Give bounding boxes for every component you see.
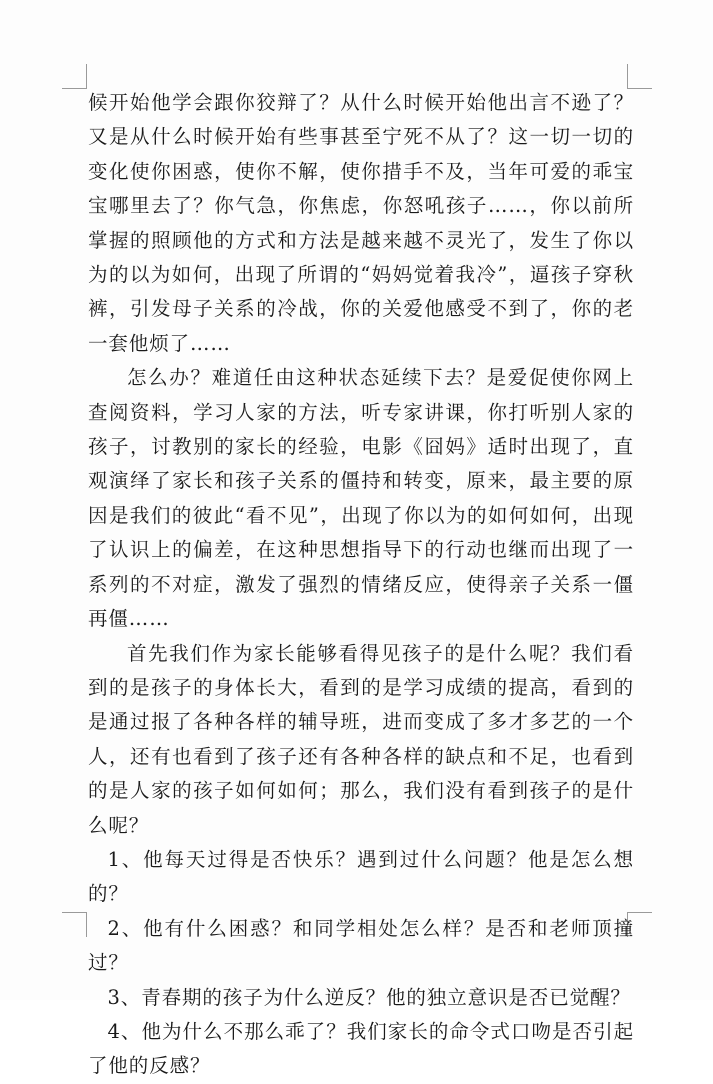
list-item-1: 1、他每天过得是否快乐？遇到过什么问题？他是怎么想的？ — [88, 847, 634, 906]
list-item-3: 3、青春期的孩子为什么逆反？他的独立意识是否已觉醒？ — [107, 985, 631, 1009]
list-item-2: 2、他有什么困惑？和同学相处怎么样？是否和老师顶撞过？ — [88, 916, 634, 975]
crop-mark-top-left — [62, 64, 87, 89]
list-item-4: 4、他为什么不那么乖了？我们家长的命令式口吻是否引起了他的反感？ — [88, 1019, 634, 1078]
paragraph-what-we-see: 首先我们作为家长能够看得见孩子的是什么呢？我们看到的是孩子的身体长大，看到的是学习成绩的提高，看到的是通过报了各种各样的辅导班，进而变成了多才多艺的一个人，还有也看到了孩子还有各种各样的缺点和不足，也看到的是人家的孩子如何如何；那么，我们没有看到孩子的是什么呢？ — [88, 641, 634, 837]
paragraph-continuation: 候开始他学会跟你狡辩了？从什么时候开始他出言不逊了？又是从什么时候开始有些事甚至宁死不从了？这一切一切的变化使你困惑，使你不解，使你措手不及，当年可爱的乖宝宝哪里去了？你气急，你焦虑，你怒吼孩子……，你以前所掌握的照顾他的方式和方法是越来越不灵光了，发生了你以为的以为如何，出现了所谓的“妈妈觉着我冷”，逼孩子穿秋裤，引发母子关系的冷战，你的关爱他感受不到了，你的老一套他烦了…… — [88, 91, 634, 355]
crop-mark-bottom-left — [62, 912, 87, 937]
paragraph-what-to-do: 怎么办？难道任由这种状态延续下去？是爱促使你网上查阅资料，学习人家的方法，听专家讲课，你打听别人家的孩子，讨教别的家长的经验，电影《囧妈》适时出现了，直观演绎了家长和孩子关系的僵持和转变，原来，最主要的原因是我们的彼此“看不见”，出现了你以为的如何如何，出现了认识上的偏差，在这种思想指导下的行动也继而出现了一系列的不对症，激发了强烈的情绪反应，使得亲子关系一僵再僵…… — [88, 366, 634, 631]
document-body — [88, 86, 634, 1084]
